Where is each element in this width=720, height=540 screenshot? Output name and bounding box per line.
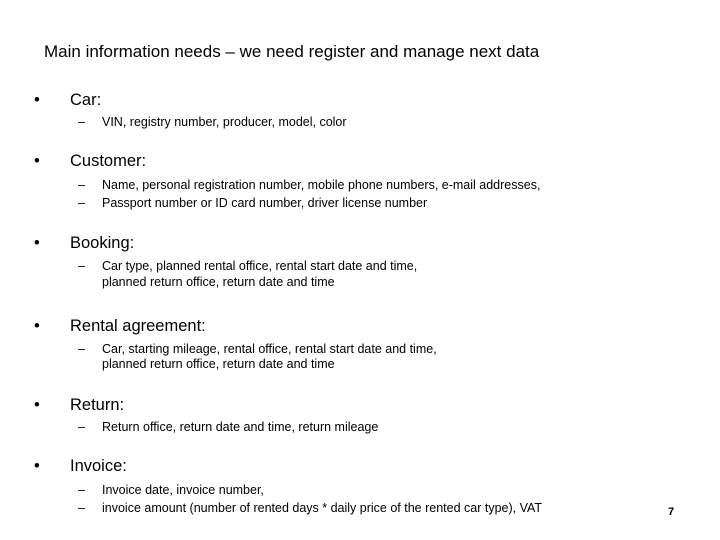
- sub-item-text: Return office, return date and time, return mileage: [102, 420, 379, 434]
- dash-marker: –: [78, 483, 85, 497]
- sub-item-text: planned return office, return date and time: [102, 357, 335, 371]
- bullet-label-car: Car:: [70, 91, 102, 109]
- bullet-label-invoice: Invoice:: [70, 457, 127, 475]
- bullet-car: [34, 91, 101, 110]
- bullet-label-customer: Customer:: [70, 152, 147, 170]
- bullet-dot: •: [34, 396, 40, 414]
- sub-item-booking-1: [78, 259, 417, 274]
- sub-item-customer-1: [78, 178, 540, 193]
- bullet-dot: •: [34, 152, 40, 170]
- sub-item-text: Invoice date, invoice number,: [102, 483, 264, 497]
- sub-item-rental-agreement-1: [78, 342, 437, 357]
- sub-item-text: Name, personal registration number, mobile phone numbers, e-mail addresses,: [102, 178, 541, 192]
- dash-marker: –: [78, 420, 85, 434]
- dash-marker: –: [78, 115, 85, 129]
- sub-item-rental-agreement-2: [78, 357, 335, 372]
- bullet-return: [34, 396, 124, 415]
- page-number: 7: [668, 506, 675, 518]
- dash-marker: –: [78, 196, 85, 210]
- sub-item-car-1: [78, 115, 347, 130]
- bullet-label-return: Return:: [70, 396, 125, 414]
- sub-item-text: VIN, registry number, producer, model, color: [102, 115, 347, 129]
- bullet-dot: •: [34, 234, 40, 252]
- bullet-dot: •: [34, 91, 40, 109]
- sub-item-text: Car, starting mileage, rental office, rental start date and time,: [102, 342, 437, 356]
- dash-marker: –: [78, 259, 85, 273]
- slide-title: Main information needs – we need register and manage next data: [44, 42, 540, 61]
- bullet-rental-agreement: [34, 317, 206, 336]
- sub-item-text: Passport number or ID card number, driver license number: [102, 196, 428, 210]
- sub-item-invoice-1: [78, 483, 264, 498]
- sub-item-invoice-2: [78, 501, 542, 516]
- sub-item-return-1: [78, 420, 378, 435]
- sub-item-customer-2: [78, 196, 427, 211]
- dash-marker: –: [78, 178, 85, 192]
- bullet-invoice: [34, 457, 127, 476]
- sub-item-text: Car type, planned rental office, rental start date and time,: [102, 259, 418, 273]
- bullet-dot: •: [34, 457, 40, 475]
- bullet-label-booking: Booking:: [70, 234, 135, 252]
- dash-marker: –: [78, 501, 85, 515]
- bullet-customer: [34, 152, 146, 171]
- dash-marker: –: [78, 342, 85, 356]
- sub-item-booking-2: [78, 275, 335, 290]
- bullet-booking: [34, 234, 134, 253]
- bullet-dot: •: [34, 317, 40, 335]
- bullet-label-rental-agreement: Rental agreement:: [70, 317, 206, 335]
- sub-item-text: invoice amount (number of rented days * daily price of the rented car type), VAT: [102, 501, 543, 515]
- sub-item-text: planned return office, return date and time: [102, 275, 335, 289]
